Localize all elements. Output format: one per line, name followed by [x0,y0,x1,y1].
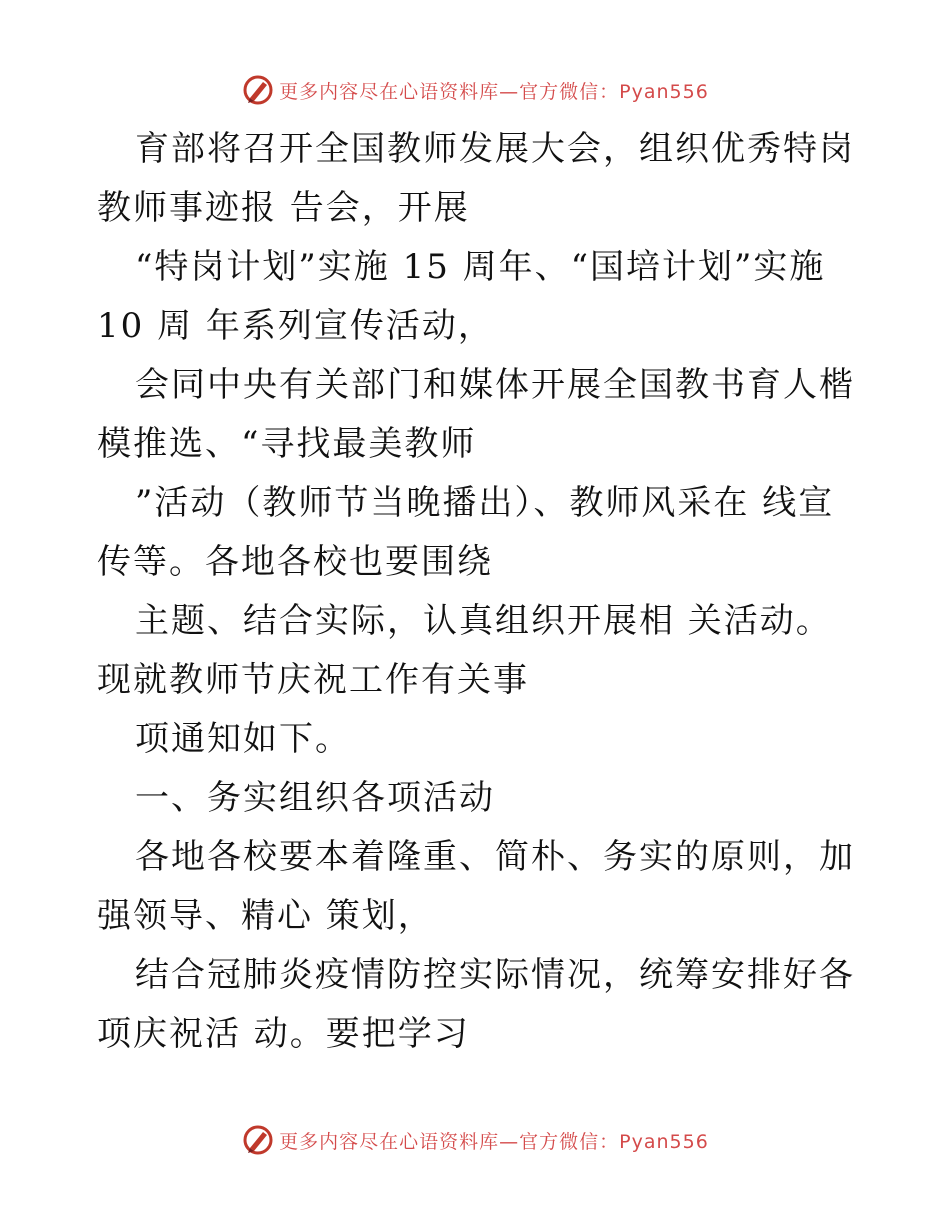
paragraph-3: 会同中央有关部门和媒体开展全国教书育人楷模推选、“寻找最美教师 [97,365,855,464]
paragraph-6: 项通知如下。 [135,719,351,759]
header-watermark [0,70,950,110]
footer-watermark-text: 更多内容尽在心语资料库—官方微信：Pyan556 [279,1130,709,1153]
paragraph-2: “特岗计划”实施 15 周年、“国培计划”实施 10 周 年系列宣传活动， [97,247,826,346]
section-heading-1: 一、务实组织各项活动 [135,778,495,818]
paragraph-8: 结合冠肺炎疫情防控实际情况，统筹安排好各项庆祝活 动。要把学习 [97,955,855,1054]
header-watermark-inner [241,73,709,107]
pen-logo-icon [241,1123,275,1157]
paragraph-1: 育部将召开全国教师发展大会，组织优秀特岗教师事迹报 告会，开展 [97,129,855,228]
document-body [97,120,857,1064]
pen-logo-icon [241,73,275,107]
footer-watermark-inner [241,1123,709,1157]
header-watermark-text: 更多内容尽在心语资料库—官方微信：Pyan556 [279,80,709,103]
paragraph-5: 主题、结合实际，认真组织开展相 关活动。现就教师节庆祝工作有关事 [97,601,832,700]
paragraph-4: ”活动（教师节当晚播出）、教师风采在 线宣传等。各地各校也要围绕 [97,483,835,582]
footer-watermark [0,1120,950,1160]
paragraph-7: 各地各校要本着隆重、简朴、务实的原则，加强领导、精心 策划， [97,837,855,936]
